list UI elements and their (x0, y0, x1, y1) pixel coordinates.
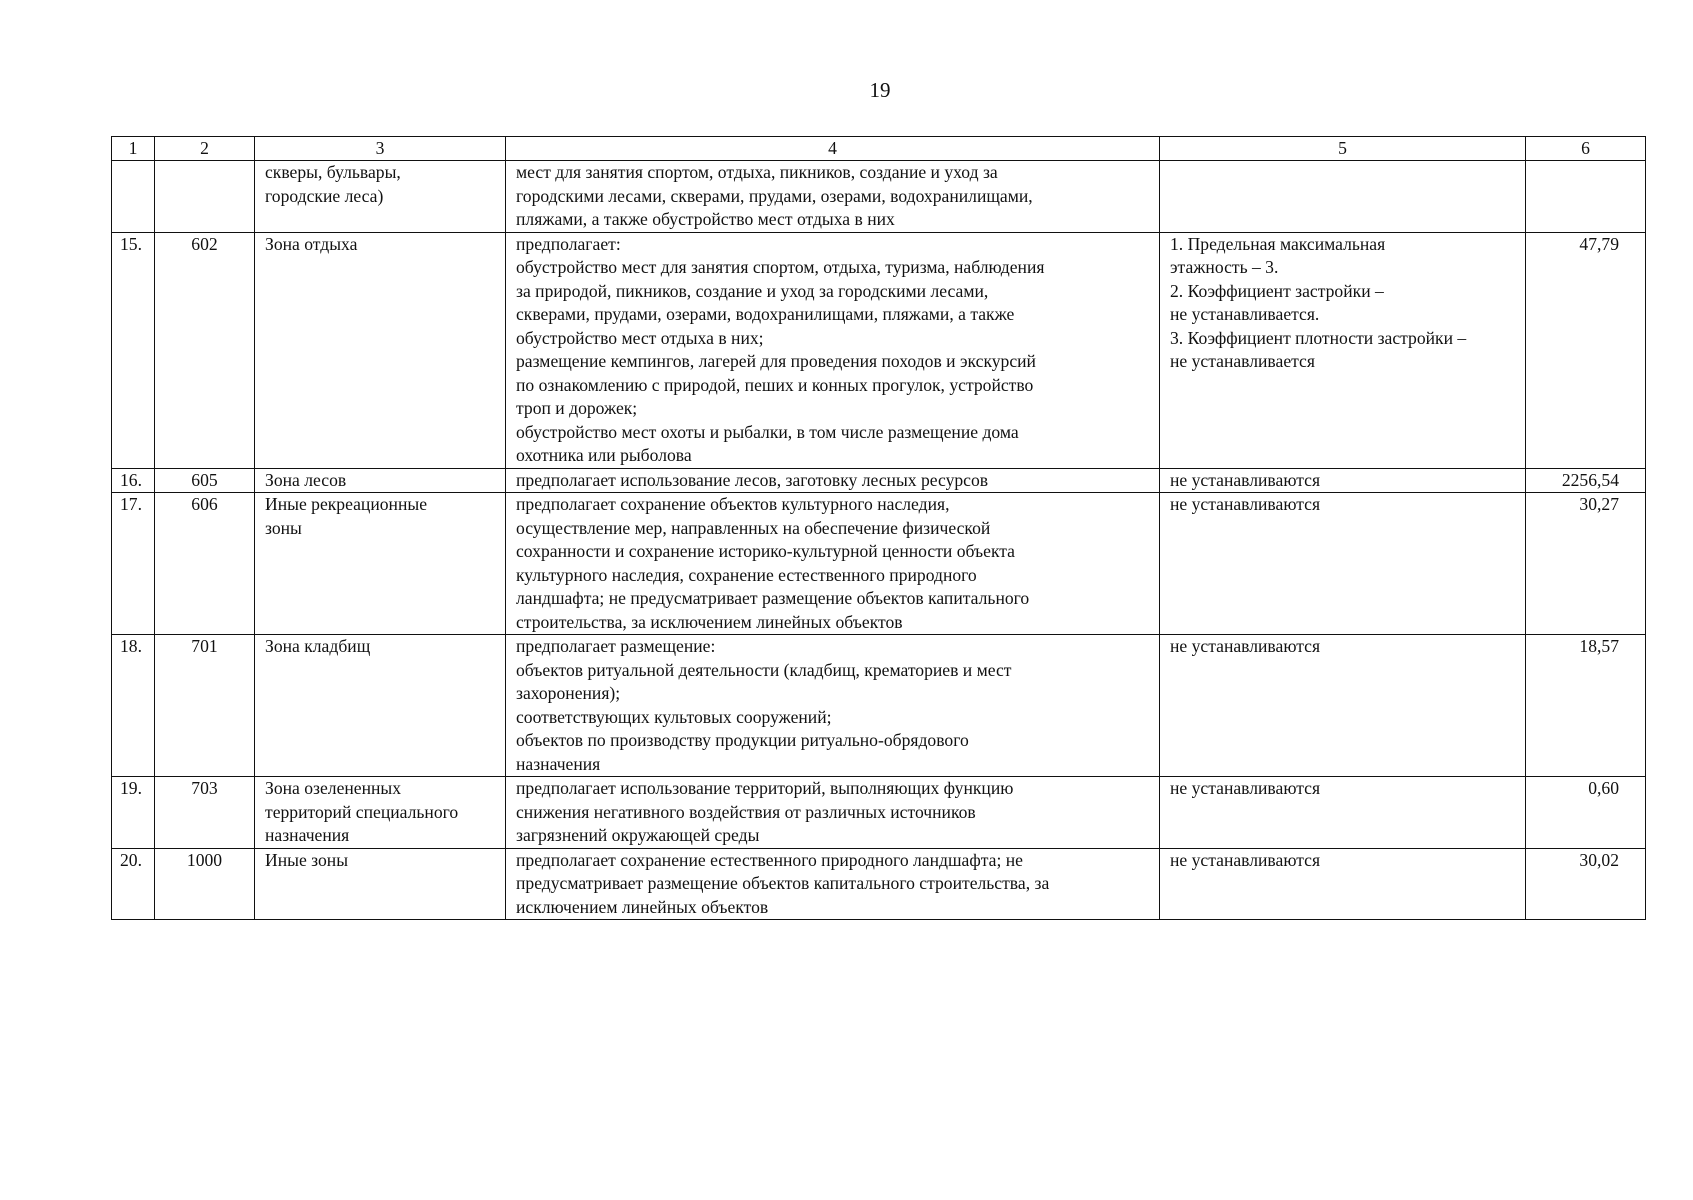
zone-code: 1000 (155, 848, 255, 920)
zone-area: 30,02 (1526, 848, 1646, 920)
zone-code: 602 (155, 232, 255, 468)
zone-name: Иные зоны (255, 848, 506, 920)
zone-description: предполагает размещение: объектов ритуальной деятельности (кладбищ, крематориев и мест захоронения); соответствующих культовых сооружений; объектов по производству продукции ритуально-обрядового назначения (506, 635, 1160, 777)
zone-name: Иные рекреационные зоны (255, 493, 506, 635)
table-row (112, 493, 1646, 635)
zone-name: скверы, бульвары, городские леса) (255, 161, 506, 233)
zone-description: предполагает использование территорий, выполняющих функцию снижения негативного воздействия от различных источников загрязнений окружающей среды (506, 777, 1160, 849)
row-number (112, 161, 155, 233)
header-cell: 6 (1526, 137, 1646, 161)
zone-code (155, 161, 255, 233)
zone-description: предполагает сохранение естественного природного ландшафта; не предусматривает размещение объектов капитального строительства, за исключением линейных объектов (506, 848, 1160, 920)
zone-description: предполагает: обустройство мест для занятия спортом, отдыха, туризма, наблюдения за природой, пикников, создание и уход за городскими лесами, скверами, прудами, озерами, водохранилищами, пляжами, а также обустройство мест отдыха в них; размещение кемпингов, лагерей для проведения походов и экскурсий по ознакомлению с природой, пеших и конных прогулок, устройство троп и дорожек; обустройство мест охоты и рыбалки, в том числе размещение дома охотника или рыболова (506, 232, 1160, 468)
zone-name: Зона озелененных территорий специального назначения (255, 777, 506, 849)
header-cell: 4 (506, 137, 1160, 161)
zone-params: 1. Предельная максимальная этажность – 3. 2. Коэффициент застройки – не устанавливается. 3. Коэффициент плотности застройки – не устанавливается (1160, 232, 1526, 468)
zone-params: не устанавливаются (1160, 848, 1526, 920)
zone-code: 605 (155, 468, 255, 493)
zone-name: Зона лесов (255, 468, 506, 493)
table-header-row (112, 137, 1646, 161)
header-cell: 3 (255, 137, 506, 161)
zone-params: не устанавливаются (1160, 468, 1526, 493)
zone-description: предполагает сохранение объектов культурного наследия, осуществление мер, направленных на обеспечение физической сохранности и сохранение историко-культурной ценности объекта культурного наследия, сохранение естественного природного ландшафта; не предусматривает размещение объектов капитального строительства, за исключением линейных объектов (506, 493, 1160, 635)
zone-name: Зона отдыха (255, 232, 506, 468)
zone-params (1160, 161, 1526, 233)
row-number: 15. (112, 232, 155, 468)
page-number: 19 (869, 78, 891, 102)
row-number: 19. (112, 777, 155, 849)
zone-area: 30,27 (1526, 493, 1646, 635)
zone-area: 0,60 (1526, 777, 1646, 849)
zone-area: 2256,54 (1526, 468, 1646, 493)
zone-description: мест для занятия спортом, отдыха, пикников, создание и уход за городскими лесами, скверами, прудами, озерами, водохранилищами, пляжами, а также обустройство мест отдыха в них (506, 161, 1160, 233)
zone-description: предполагает использование лесов, заготовку лесных ресурсов (506, 468, 1160, 493)
zone-area (1526, 161, 1646, 233)
header-cell: 5 (1160, 137, 1526, 161)
zone-area: 47,79 (1526, 232, 1646, 468)
zones-table (111, 136, 1646, 920)
zone-code: 606 (155, 493, 255, 635)
table-row (112, 468, 1646, 493)
table-row (112, 848, 1646, 920)
table-row (112, 777, 1646, 849)
row-number: 17. (112, 493, 155, 635)
zone-params: не устанавливаются (1160, 777, 1526, 849)
row-number: 16. (112, 468, 155, 493)
table-row (112, 232, 1646, 468)
zone-code: 701 (155, 635, 255, 777)
zone-code: 703 (155, 777, 255, 849)
zone-area: 18,57 (1526, 635, 1646, 777)
zone-params: не устанавливаются (1160, 635, 1526, 777)
table-row (112, 161, 1646, 233)
zone-params: не устанавливаются (1160, 493, 1526, 635)
row-number: 18. (112, 635, 155, 777)
zone-name: Зона кладбищ (255, 635, 506, 777)
table-row (112, 635, 1646, 777)
header-cell: 2 (155, 137, 255, 161)
row-number: 20. (112, 848, 155, 920)
header-cell: 1 (112, 137, 155, 161)
